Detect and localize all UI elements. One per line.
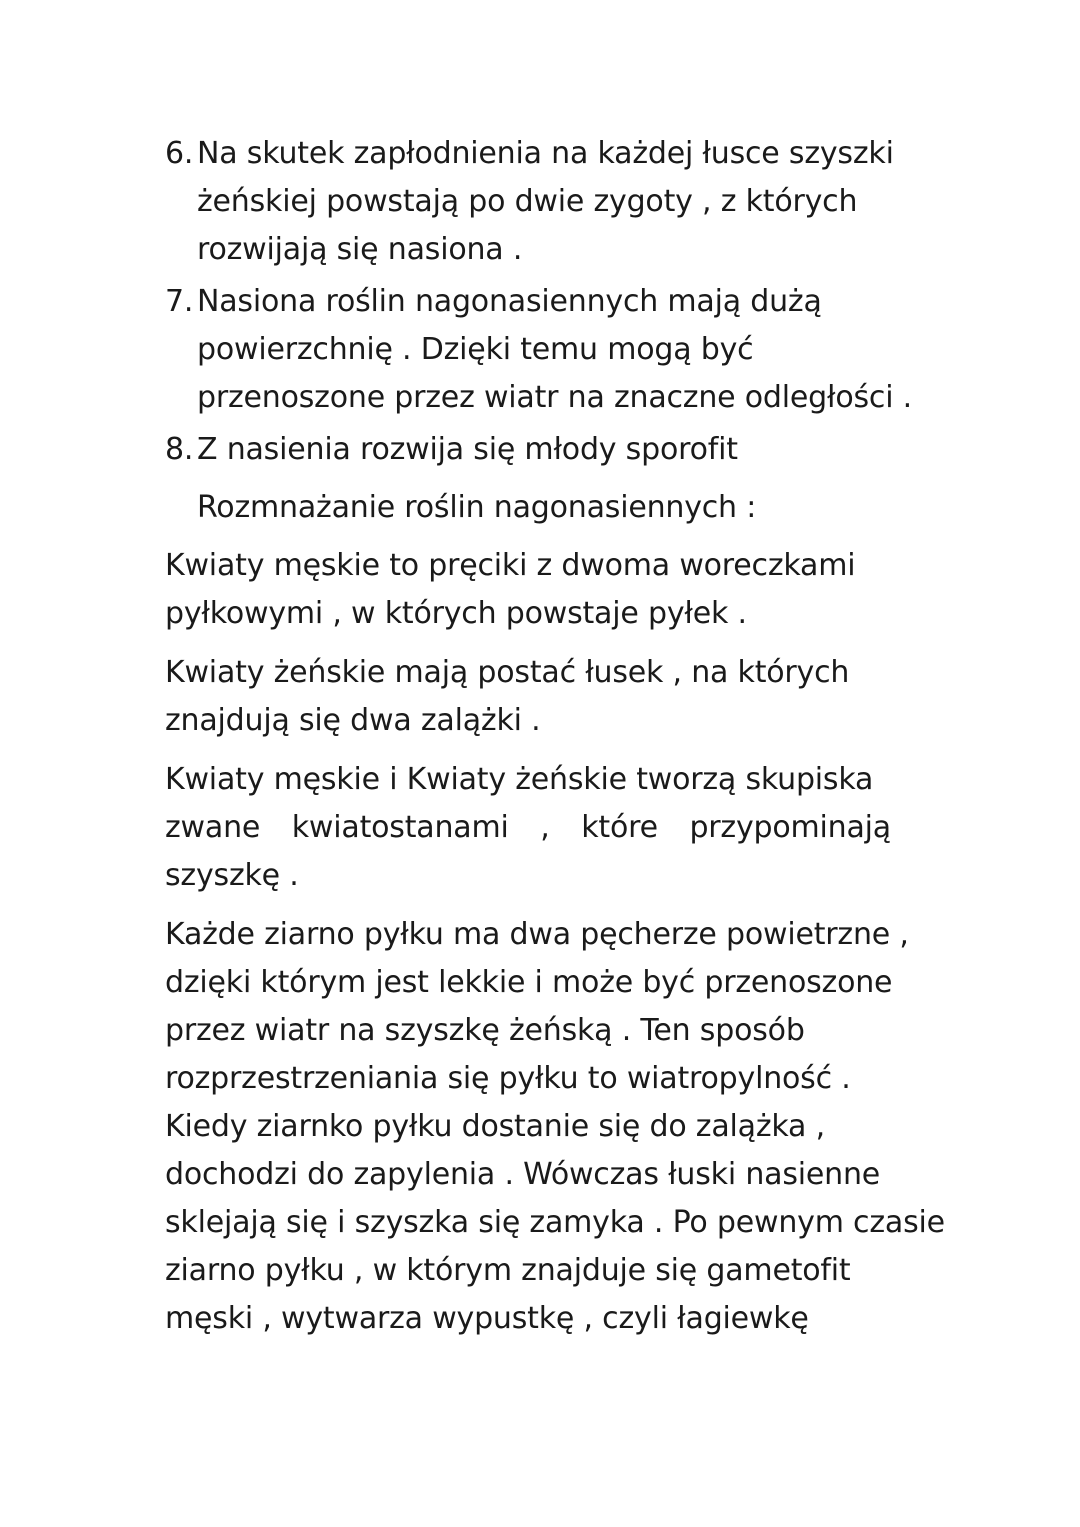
word: , [540, 810, 550, 845]
list-item-8 [165, 426, 955, 474]
list-item-text [197, 130, 955, 274]
text-line: znajdują się dwa zalążki . [165, 703, 541, 738]
text-line: Kwiaty męskie i Kwiaty żeńskie tworzą skupiska [165, 762, 874, 797]
paragraph-male-flowers [165, 542, 955, 638]
text-line: Z nasienia rozwija się młody sporofit [197, 432, 738, 467]
word: przypominają [689, 810, 891, 845]
word: które [581, 810, 658, 845]
text-line: rozprzestrzeniania się pyłku to wiatropylność . [165, 1061, 851, 1096]
text-line: sklejają się i szyszka się zamyka . Po pewnym czasie [165, 1205, 945, 1240]
text-line: Nasiona roślin nagonasiennych mają dużą [197, 284, 822, 319]
text-line: szyszkę . [165, 858, 299, 893]
text-line: męski , wytwarza wypustkę , czyli łagiewkę [165, 1301, 809, 1336]
text-line: rozwijają się nasiona . [197, 232, 523, 267]
text-line: Każde ziarno pyłku ma dwa pęcherze powietrzne , [165, 917, 909, 952]
text-line: żeńskiej powstają po dwie zygoty , z których [197, 184, 858, 219]
list-item-6 [165, 130, 955, 274]
text-line: przez wiatr na szyszkę żeńską . Ten sposób [165, 1013, 805, 1048]
word: zwane [165, 810, 261, 845]
list-number: 6. [165, 136, 194, 171]
word: kwiatostanami [291, 810, 509, 845]
list-number: 8. [165, 432, 194, 467]
list-number: 7. [165, 284, 194, 319]
text-line: Na skutek zapłodnienia na każdej łusce szyszki [197, 136, 894, 171]
paragraph-pollen [165, 911, 955, 1343]
paragraph-female-flowers [165, 649, 955, 745]
list-item-text [197, 278, 955, 422]
list-item-text [197, 426, 955, 474]
text-line: dzięki którym jest lekkie i może być przenoszone [165, 965, 893, 1000]
text-line: powierzchnię . Dzięki temu mogą być [197, 332, 754, 367]
text-line: dochodzi do zapylenia . Wówczas łuski nasienne [165, 1157, 881, 1192]
text-line: przenoszone przez wiatr na znaczne odległości . [197, 380, 913, 415]
text-line: Kiedy ziarnko pyłku dostanie się do zalążka , [165, 1109, 825, 1144]
paragraph-inflorescence [165, 756, 955, 900]
justified-text-line [165, 804, 891, 852]
text-line: pyłkowymi , w których powstaje pyłek . [165, 596, 747, 631]
text-line: Kwiaty żeńskie mają postać łusek , na których [165, 655, 850, 690]
text-line: ziarno pyłku , w którym znajduje się gametofit [165, 1253, 851, 1288]
section-heading: Rozmnażanie roślin nagonasiennych : [197, 490, 757, 525]
list-item-7 [165, 278, 955, 422]
text-line: Kwiaty męskie to pręciki z dwoma woreczkami [165, 548, 856, 583]
page-content [165, 130, 955, 1354]
